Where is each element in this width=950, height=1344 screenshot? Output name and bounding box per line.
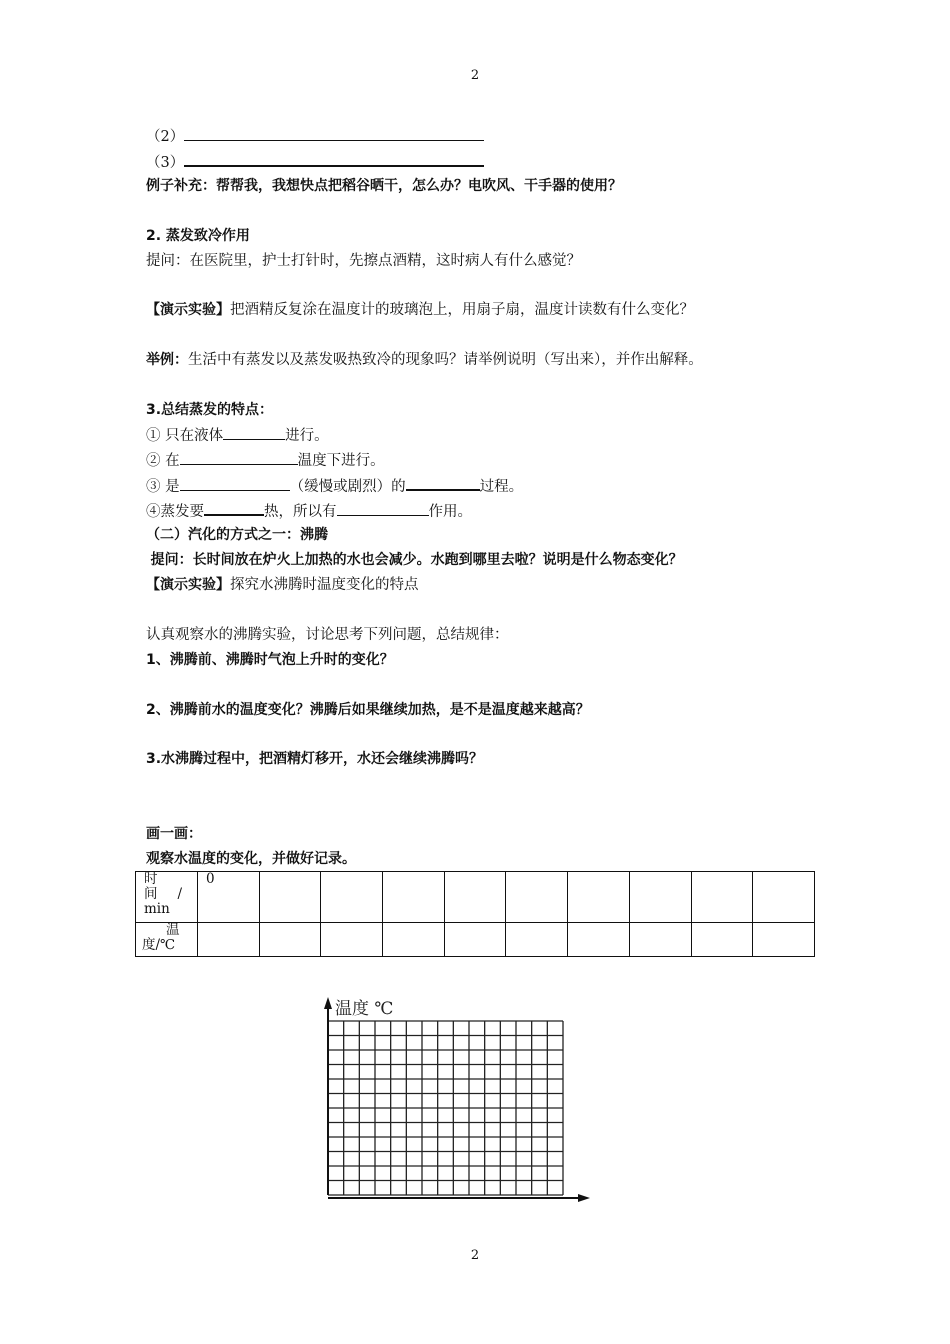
time-cell[interactable] xyxy=(259,872,321,923)
question-1: 1、沸腾前、沸腾时气泡上升时的变化？ xyxy=(146,652,394,668)
time-label: 时 间 / min xyxy=(136,872,198,923)
demo-experiment-1: 【演示实验】把酒精反复涂在温度计的玻璃泡上，用扇子扇，温度计读数有什么变化？ xyxy=(146,302,694,318)
temperature-label: 温 度/℃ xyxy=(136,923,198,957)
time-cell[interactable] xyxy=(753,872,815,923)
question-2: 2、沸腾前水的温度变化？沸腾后如果继续加热，是不是温度越来越高？ xyxy=(146,702,590,718)
page-number-bottom: 2 xyxy=(470,1248,480,1263)
temperature-cell[interactable] xyxy=(506,923,568,957)
x-axis-arrow-icon xyxy=(578,1194,590,1202)
feature-2: ② 在 温度下进行。 xyxy=(146,450,385,471)
temperature-graph-grid xyxy=(320,995,595,1220)
record-table xyxy=(135,871,815,957)
observe-instruction: 认真观察水的沸腾实验，讨论思考下列问题，总结规律： xyxy=(146,627,509,643)
time-cell[interactable] xyxy=(321,872,383,923)
blank-line-2: （2） xyxy=(146,126,484,147)
temperature-cell[interactable] xyxy=(259,923,321,957)
y-axis-arrow-icon xyxy=(324,997,332,1009)
question-3: 3.水沸腾过程中，把酒精灯移开，水还会继续沸腾吗？ xyxy=(146,751,484,767)
question-hospital: 提问：在医院里，护士打针时，先擦点酒精，这时病人有什么感觉？ xyxy=(146,253,581,269)
temperature-cell[interactable] xyxy=(753,923,815,957)
section-boiling: （二）汽化的方式之一：沸腾 xyxy=(146,527,328,543)
time-cell[interactable] xyxy=(506,872,568,923)
example-question: 举例：生活中有蒸发以及蒸发吸热致冷的现象吗？请举例说明（写出来），并作出解释。 xyxy=(146,352,703,368)
demo-experiment-2: 【演示实验】探究水沸腾时温度变化的特点 xyxy=(146,577,419,593)
page-number-top: 2 xyxy=(470,68,480,83)
feature-4: ④蒸发要 热，所以有 作用。 xyxy=(146,500,472,522)
heading-evaporative-cooling: 2. 蒸发致冷作用 xyxy=(146,228,250,244)
temperature-cell[interactable] xyxy=(383,923,445,957)
time-cell[interactable] xyxy=(383,872,445,923)
time-row xyxy=(136,872,815,923)
temperature-cell[interactable] xyxy=(629,923,691,957)
temperature-cell[interactable] xyxy=(444,923,506,957)
time-cell[interactable] xyxy=(444,872,506,923)
temperature-row xyxy=(136,923,815,957)
blank-line-3: （3） xyxy=(146,151,484,173)
draw-heading: 画一画： xyxy=(146,826,202,842)
y-axis-label: 温度 ℃ xyxy=(335,999,394,1019)
example-supplement: 例子补充：帮帮我，我想快点把稻谷晒干，怎么办？电吹风、干手器的使用？ xyxy=(146,178,622,194)
time-cell[interactable] xyxy=(629,872,691,923)
feature-3: ③ 是 （缓慢或剧烈）的 过程。 xyxy=(146,475,523,497)
heading-evaporation-features: 3.总结蒸发的特点： xyxy=(146,402,274,418)
time-cell[interactable] xyxy=(568,872,630,923)
temperature-cell[interactable] xyxy=(691,923,753,957)
time-cell[interactable]: 0 xyxy=(198,872,260,923)
feature-1: ① 只在液体 进行。 xyxy=(146,425,329,446)
temperature-cell[interactable] xyxy=(321,923,383,957)
record-instruction: 观察水温度的变化，并做好记录。 xyxy=(146,851,356,867)
temperature-cell[interactable] xyxy=(198,923,260,957)
time-cell[interactable] xyxy=(691,872,753,923)
grid-lines xyxy=(328,1021,563,1195)
temperature-cell[interactable] xyxy=(568,923,630,957)
question-boiling: 提问：长时间放在炉火上加热的水也会减少。水跑到哪里去啦？说明是什么物态变化？ xyxy=(150,552,683,568)
